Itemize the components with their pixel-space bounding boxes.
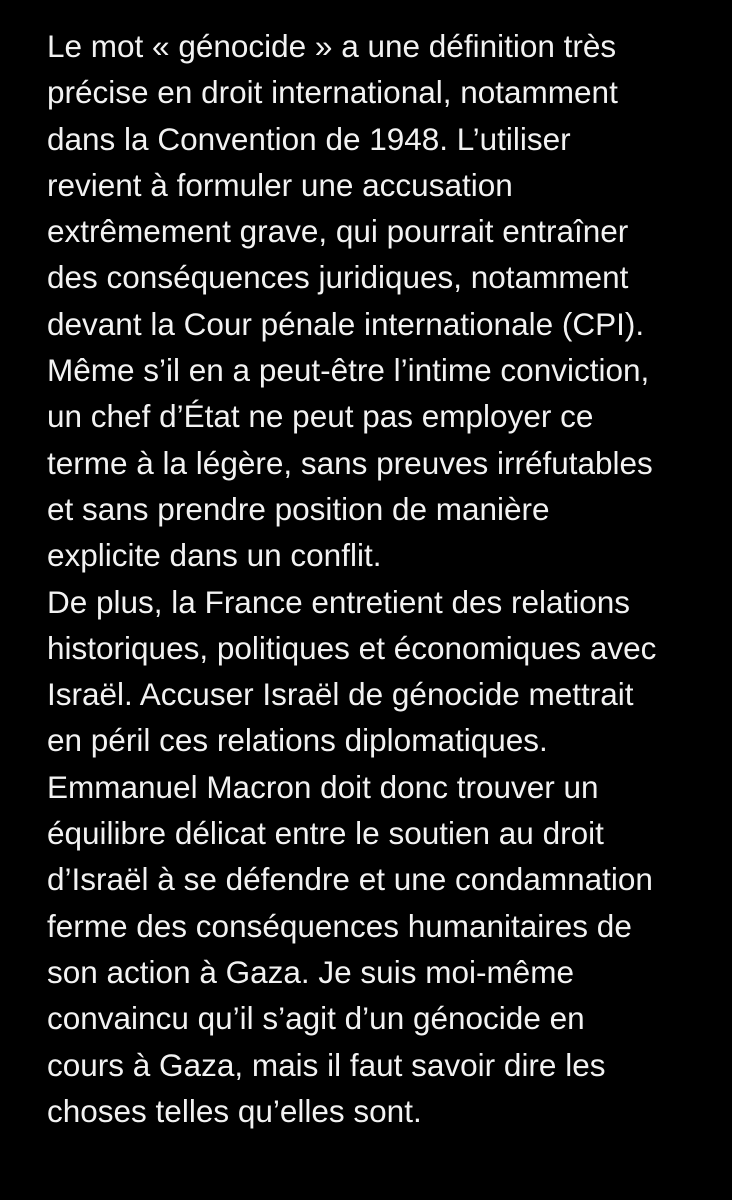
text-line: équilibre délicat entre le soutien au droit [47,815,604,852]
text-line: Le mot « génocide » a une définition très [47,28,617,64]
text-line: ferme des conséquences humanitaires de [47,907,632,944]
text-line: revient à formuler une accusation [47,166,513,203]
text-line: son action à Gaza. Je suis moi-même [47,953,574,990]
text-line: historiques, politiques et économiques avec [47,629,657,666]
text-line: terme à la légère, sans preuves irréfutables [47,444,653,481]
text-body [47,23,717,1134]
text-line: extrêmement grave, qui pourrait entraîner [47,213,629,250]
text-line: Même s’il en a peut-être l’intime conviction, [47,352,650,389]
text-line: cours à Gaza, mais il faut savoir dire les [47,1046,606,1083]
text-line: en péril ces relations diplomatiques. [47,722,548,759]
text-line: convaincu qu’il s’agit d’un génocide en [47,1000,585,1037]
text-line: un chef d’État ne peut pas employer ce [47,398,594,435]
text-line: explicite dans un conflit. [47,537,382,574]
text-line: des conséquences juridiques, notamment [47,259,629,296]
text-line: De plus, la France entretient des relations [47,583,631,620]
text-line: précise en droit international, notamment [47,74,618,111]
text-line: d’Israël à se défendre et une condamnation [47,861,653,898]
text-line: dans la Convention de 1948. L’utiliser [47,120,571,157]
text-line: devant la Cour pénale internationale (CPI). [47,305,645,342]
text-line: Israël. Accuser Israël de génocide mettrait [47,676,634,713]
text-line: choses telles qu’elles sont. [47,1092,422,1129]
text-line: et sans prendre position de manière [47,490,550,527]
text-line: Emmanuel Macron doit donc trouver un [47,768,599,805]
